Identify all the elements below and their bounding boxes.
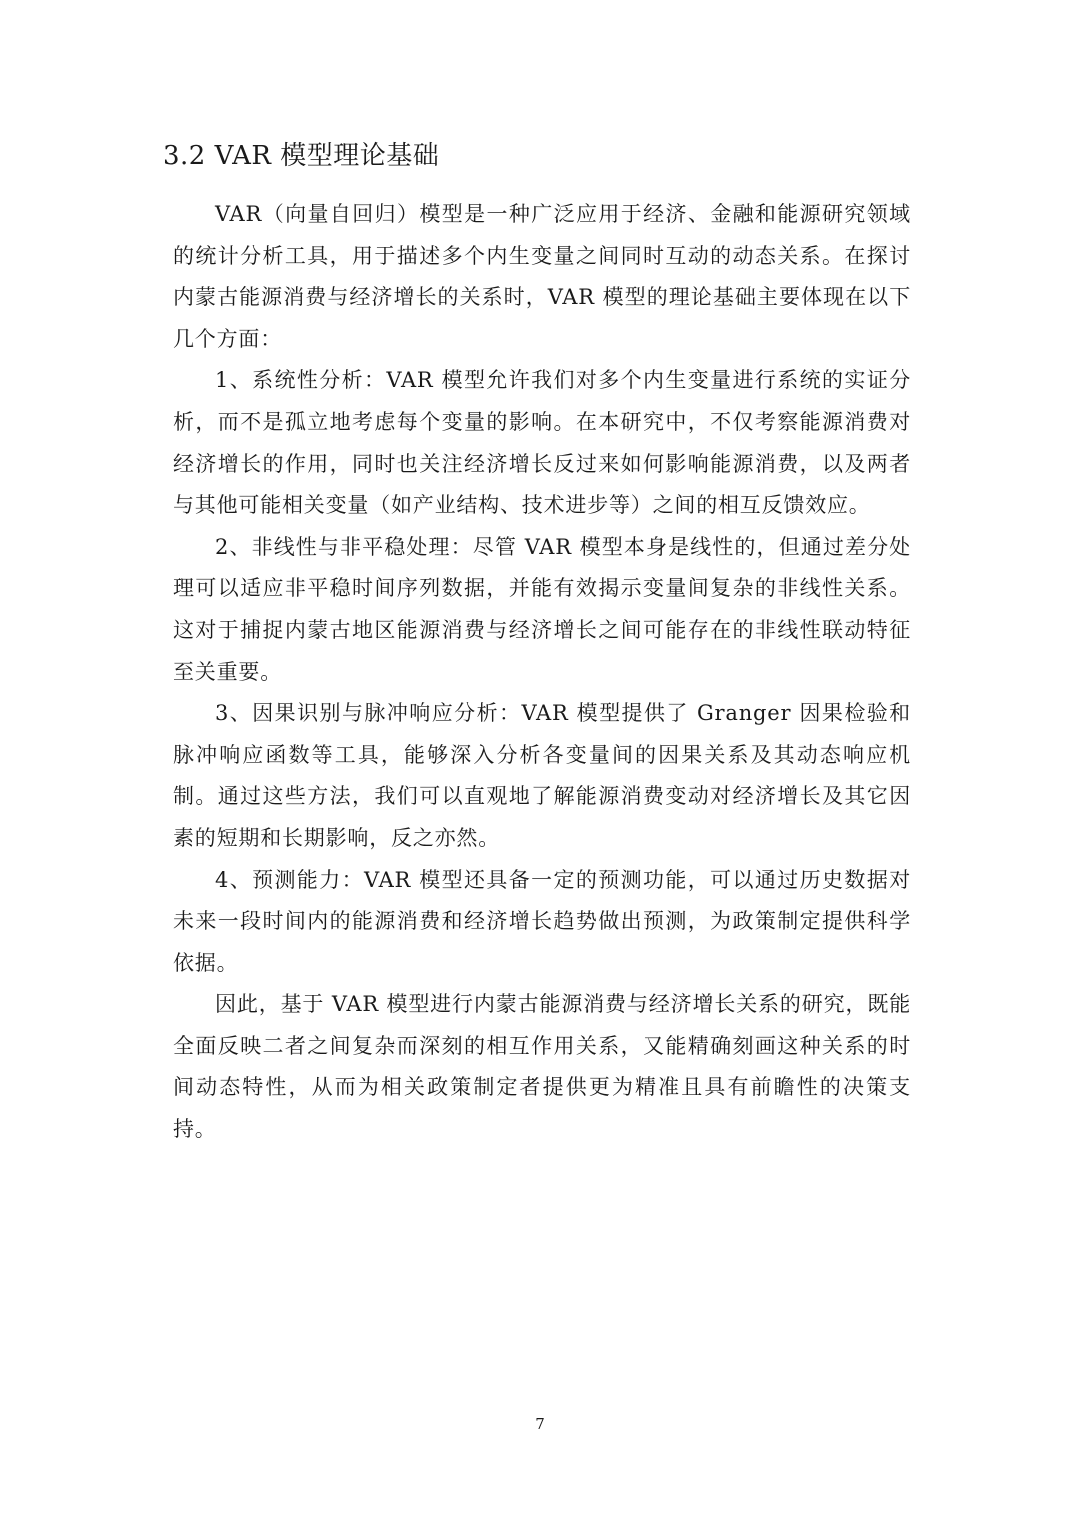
- intro-paragraph: VAR（向量自回归）模型是一种广泛应用于经济、金融和能源研究领域的统计分析工具，用于描述多个内生变量之间同时互动的动态关系。在探讨内蒙古能源消费与经济增长的关系时，VAR 模型的理论基础主要体现在以下几个方面：: [173, 202, 911, 351]
- point-3-paragraph: 3、因果识别与脉冲响应分析：VAR 模型提供了 Granger 因果检验和脉冲响应函数等工具，能够深入分析各变量间的因果关系及其动态响应机制。通过这些方法，我们可以直观地了解能源消费变动对经济增长及其它因素的短期和长期影响，反之亦然。: [173, 701, 911, 850]
- point-4-paragraph: 4、预测能力：VAR 模型还具备一定的预测功能，可以通过历史数据对未来一段时间内的能源消费和经济增长趋势做出预测，为政策制定提供科学依据。: [173, 867, 911, 975]
- conclusion-paragraph: 因此，基于 VAR 模型进行内蒙古能源消费与经济增长关系的研究，既能全面反映二者之间复杂而深刻的相互作用关系，又能精确刻画这种关系的时间动态特性，从而为相关政策制定者提供更为精准且具有前瞻性的决策支持。: [173, 992, 911, 1142]
- page-number: 7: [535, 1415, 545, 1433]
- point-2-paragraph: 2、非线性与非平稳处理：尽管 VAR 模型本身是线性的，但通过差分处理可以适应非平稳时间序列数据，并能有效揭示变量间复杂的非线性关系。这对于捕捉内蒙古地区能源消费与经济增长之间可能存在的非线性联动特征至关重要。: [173, 534, 911, 684]
- point-1-paragraph: 1、系统性分析：VAR 模型允许我们对多个内生变量进行系统的实证分析，而不是孤立地考虑每个变量的影响。在本研究中，不仅考察能源消费对经济增长的作用，同时也关注经济增长反过来如何影响能源消费，以及两者与其他可能相关变量（如产业结构、技术进步等）之间的相互反馈效应。: [173, 368, 911, 518]
- section-body: [173, 194, 911, 1151]
- section-heading: 3.2 VAR 模型理论基础: [163, 141, 440, 171]
